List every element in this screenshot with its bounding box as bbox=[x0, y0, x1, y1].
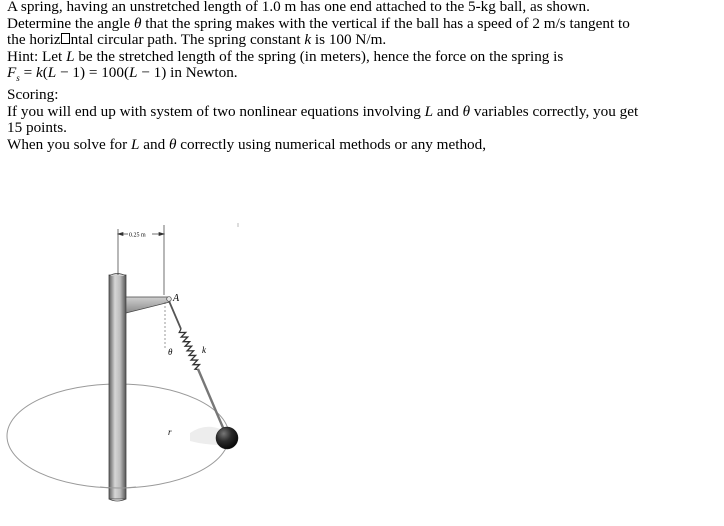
text: be the stretched length of the spring (in meters), hence the force on the spring is bbox=[74, 47, 564, 65]
text: correctly using numerical methods or any method, bbox=[176, 135, 487, 153]
scoring-line-3 bbox=[7, 137, 717, 154]
problem-text bbox=[7, 0, 717, 153]
text: When you solve for bbox=[7, 135, 131, 153]
text: − 1) = 100( bbox=[56, 64, 130, 82]
text: Determine the angle bbox=[7, 14, 134, 32]
scoring-line-1 bbox=[7, 104, 717, 121]
text: that the spring makes with the vertical if the ball has a speed of 2 m/s tangent to bbox=[141, 14, 630, 32]
text: ( bbox=[42, 64, 48, 82]
text: variables correctly, you get bbox=[470, 102, 639, 120]
L-symbol: L bbox=[424, 102, 434, 120]
theta-symbol: θ bbox=[168, 135, 177, 153]
vertical-pole bbox=[109, 274, 126, 502]
formula-line bbox=[7, 65, 717, 83]
s-subscript: s bbox=[16, 73, 20, 84]
hint-line bbox=[7, 49, 717, 66]
text: and bbox=[139, 135, 169, 153]
L-symbol: L bbox=[131, 135, 140, 153]
text: − 1) in Newton. bbox=[137, 64, 238, 82]
text: = bbox=[19, 64, 36, 82]
scoring-title: Scoring: bbox=[7, 85, 59, 103]
problem-line-1: A spring, having an unstretched length of 1.0 m has one end attached to the 5-kg ball, as shown. bbox=[7, 0, 590, 15]
spring-rod-upper bbox=[169, 301, 181, 329]
k-symbol: k bbox=[304, 31, 312, 49]
spring-rod-lower bbox=[198, 369, 224, 430]
ball bbox=[216, 427, 238, 449]
missing-glyph-box bbox=[61, 33, 70, 44]
label-A: A bbox=[173, 293, 180, 304]
theta-symbol: θ bbox=[133, 14, 142, 32]
label-r: r bbox=[168, 427, 172, 437]
label-k: k bbox=[202, 345, 206, 355]
theta-symbol: θ bbox=[462, 102, 471, 120]
text: the horiz bbox=[7, 31, 61, 49]
support-arm bbox=[126, 297, 171, 313]
L-symbol: L bbox=[47, 64, 57, 82]
label-theta: θ bbox=[168, 347, 173, 357]
problem-line-2 bbox=[7, 16, 717, 33]
F-symbol: F bbox=[7, 64, 17, 82]
text: If you will end up with system of two nonlinear equations involving bbox=[7, 102, 425, 120]
spring-coil bbox=[178, 328, 201, 371]
L-symbol: L bbox=[66, 47, 75, 65]
text: and bbox=[433, 102, 463, 120]
problem-line-3 bbox=[7, 32, 717, 49]
L-symbol: L bbox=[129, 64, 138, 82]
text: ntal circular path. The spring constant bbox=[70, 31, 305, 49]
text: is 100 N/m. bbox=[311, 31, 387, 49]
dimension-label: 0.25 m bbox=[129, 232, 146, 239]
scoring-line-2: 15 points. bbox=[7, 119, 67, 137]
text: Hint: Let bbox=[7, 47, 67, 65]
spring-ball-figure bbox=[0, 205, 300, 526]
k-symbol: k bbox=[35, 64, 43, 82]
